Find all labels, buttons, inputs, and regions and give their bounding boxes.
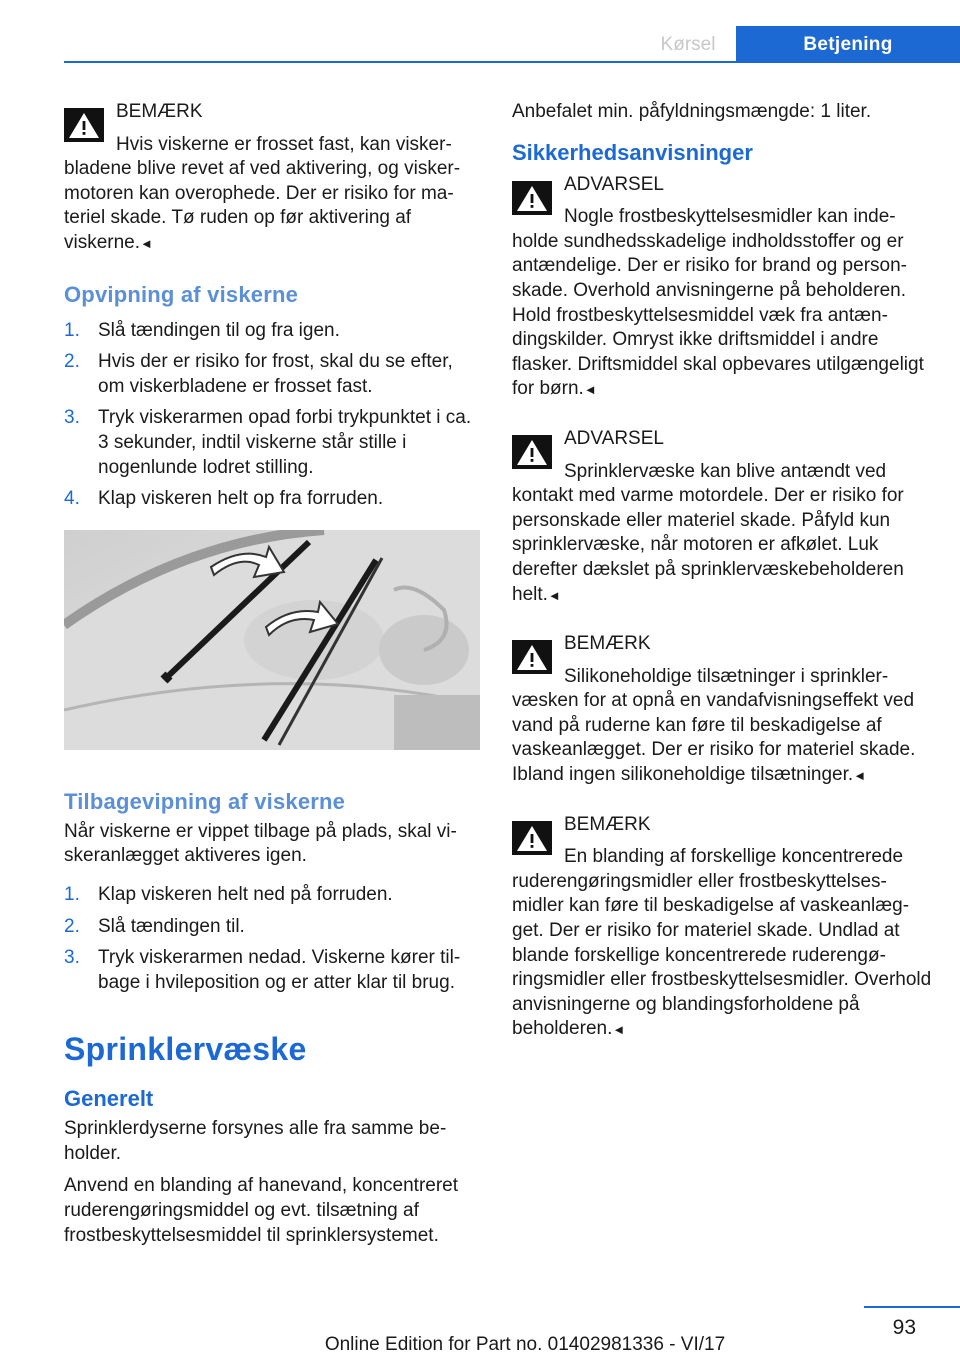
end-mark: ◄ xyxy=(140,235,153,251)
step-text: Klap viskeren helt ned på forruden. xyxy=(98,883,393,905)
step-text: Slå tændingen til og fra igen. xyxy=(98,319,340,341)
warning-icon xyxy=(512,821,552,855)
step-text: Hvis der er risiko for frost, skal du se efter, om viskerbladene er frosset fast. xyxy=(98,351,453,397)
note-frozen-wipers xyxy=(64,100,480,257)
page-number: 93 xyxy=(892,1316,916,1339)
note-silicone xyxy=(512,632,932,789)
note-text: En blanding af forskellige koncentrerede ruderengøringsmidler eller frostbeskyttelsesmidler kan føre til beskadigelse af vaskeanlægget. Der er risiko for materiel skade. Undlad at blande forskellige koncentrerede ruderengøringsmidler eller frostbeskyttelsesmidler. Overhold anvisningerne og blandingsforholdene på beholderen. xyxy=(512,846,932,1040)
chapter-heading: Sprinklervæske xyxy=(64,1031,307,1068)
step-text: Tryk viskerarmen opad forbi trykpunktet i ca. 3 sekunder, indtil viskerne står stille i nogenlunde lodret stilling. xyxy=(98,407,472,478)
list-item xyxy=(64,350,480,399)
note-title: BEMÆRK xyxy=(564,633,651,655)
fill-amount: Anbefalet min. påfyldningsmængde: 1 liter. xyxy=(512,101,872,122)
step-number: 1. xyxy=(64,883,80,905)
section-heading-lower-wipers: Tilbagevipning af viskerne xyxy=(64,788,346,814)
warning-text: Nogle frostbeskyttelsesmidler kan indeholde sundhedsskadelige indholdsstoffer og er antændelige. Der er risiko for brand og personskade. Overhold anvisningerne på beholderen. Hold frostbeskyttelsesmiddel væk fra antændingskilder. Omryst ikke driftsmiddel i andre flasker. Driftsmiddel skal opbevares utilgængeligt for børn. xyxy=(512,206,924,400)
list-item xyxy=(64,915,480,940)
step-text: Slå tændingen til. xyxy=(98,915,245,937)
list-item xyxy=(64,319,480,344)
step-number: 4. xyxy=(64,488,80,510)
tab-betjening[interactable]: Betjening xyxy=(736,26,960,63)
end-mark: ◄ xyxy=(853,768,867,784)
lower-wipers-steps xyxy=(64,883,480,995)
end-mark: ◄ xyxy=(583,382,597,398)
left-column xyxy=(64,100,480,1256)
wiper-illustration xyxy=(64,530,480,750)
safety-heading: Sikkerhedsanvisninger xyxy=(512,139,753,165)
warning-icon xyxy=(512,640,552,674)
warning-text: Sprinklervæske kan blive antændt ved kontakt med varme motordele. Der er risiko for personskade eller materiel skade. Påfyld kun sprinklervæske, når motoren er afkølet. Luk derefter dækslet på sprinklervæskebeholderen helt. xyxy=(512,460,904,605)
note-mixing xyxy=(512,813,932,1043)
lower-wipers-intro: Når viskerne er vippet tilbage på plads, skal viskeranlægget aktiveres igen. xyxy=(64,820,457,867)
note-title: BEMÆRK xyxy=(564,813,651,835)
warning-title: ADVARSEL xyxy=(564,173,664,195)
note-title: BEMÆRK xyxy=(116,101,203,122)
list-item xyxy=(64,946,480,995)
note-text: Silikoneholdige tilsætninger i sprinklervæsken for at opnå en vandafvisningseffekt ved vand på ruderne kan føre til beskadigelse af vaskeanlægget. Der er risiko for materiel skade. Ibland ingen silikoneholdige tilsætninger. xyxy=(512,665,916,786)
step-number: 3. xyxy=(64,407,80,429)
right-column xyxy=(512,100,932,1067)
warning-antifreeze xyxy=(512,173,932,403)
step-text: Klap viskeren helt op fra forruden. xyxy=(98,488,384,510)
paragraph: Anvend en blanding af hanevand, koncentreret ruderengøringsmiddel og evt. tilsætning af frostbeskyttelsesmiddel til sprinklersystemet. xyxy=(64,1175,459,1246)
tab-korsel[interactable]: Kørsel xyxy=(660,34,716,55)
step-number: 2. xyxy=(64,351,80,373)
step-number: 3. xyxy=(64,947,80,969)
section-heading-raise-wipers: Opvipning af viskerne xyxy=(64,281,299,307)
warning-icon xyxy=(64,108,104,142)
end-mark: ◄ xyxy=(612,1022,626,1038)
warning-title: ADVARSEL xyxy=(564,427,664,449)
warning-icon xyxy=(512,181,552,215)
subheading-general: Generelt xyxy=(64,1086,154,1112)
edition-footer: Online Edition for Part no. 01402981336 - VI/17 xyxy=(324,1334,726,1355)
warning-icon xyxy=(512,435,552,469)
list-item xyxy=(64,487,480,512)
step-number: 1. xyxy=(64,319,80,341)
footer-rule xyxy=(864,1306,960,1308)
raise-wipers-steps xyxy=(64,319,480,512)
list-item xyxy=(64,883,480,908)
header-rule xyxy=(64,61,960,63)
windshield-wipers-image xyxy=(64,530,480,750)
note-text: Hvis viskerne er frosset fast, kan viskerbladene blive revet af ved aktivering, og viskermotoren kan overophede. Der er risiko for materiel skade. Tø ruden op før aktivering af viskerne. xyxy=(64,133,461,253)
list-item xyxy=(64,406,480,480)
step-number: 2. xyxy=(64,915,80,937)
step-text: Tryk viskerarmen nedad. Viskerne kører tilbage i hvileposition og er atter klar til brug. xyxy=(98,947,461,993)
end-mark: ◄ xyxy=(547,587,561,603)
paragraph: Sprinklerdyserne forsynes alle fra samme beholder. xyxy=(64,1118,447,1164)
warning-flammable xyxy=(512,427,932,608)
